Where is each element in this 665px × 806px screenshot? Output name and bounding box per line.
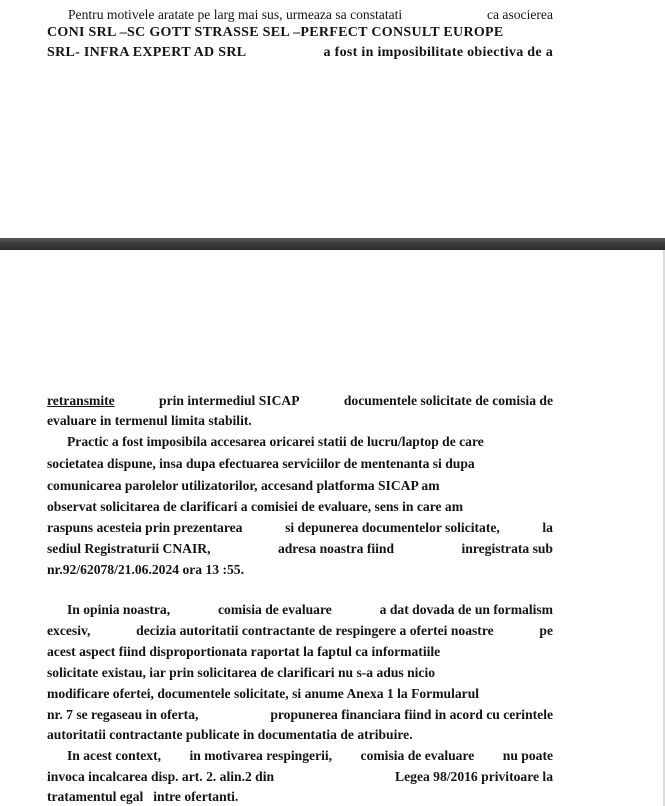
text-segment: decizia autoritatii contractante de respingere a ofertei noastre — [136, 623, 494, 638]
text-line — [47, 24, 553, 41]
text-segment: intre ofertanti. — [153, 789, 239, 804]
text-segment: tratamentul egal — [47, 789, 144, 804]
page-break-divider — [0, 238, 665, 250]
text-segment: a dat dovada de un formalism — [379, 602, 553, 617]
text-line — [47, 540, 553, 557]
text-line — [47, 412, 553, 429]
text-segment: propunerea financiara fiind in acord cu cerintele — [270, 707, 553, 722]
text-segment: raspuns acesteia prin prezentarea — [47, 520, 243, 535]
text-line — [47, 726, 553, 743]
text-segment: sediul Registraturii CNAIR, — [47, 541, 211, 556]
text-segment: adresa noastra fiind — [277, 541, 395, 556]
text-segment: invoca incalcarea disp. art. 2. alin.2 din — [47, 769, 275, 784]
text-line — [47, 706, 553, 723]
text-segment: pe — [539, 623, 553, 638]
text-segment: a fost in imposibilitate obiectiva de a — [323, 45, 553, 60]
text-line — [47, 44, 553, 61]
text-line — [67, 433, 553, 450]
text-segment: comunicarea parolelor utilizatorilor, accesand platforma SICAP am — [47, 478, 440, 493]
text-segment: modificare ofertei, documentele solicitate, si anume Anexa 1 la Formularul — [47, 686, 480, 701]
text-line — [47, 788, 553, 805]
text-segment: documentele solicitate de comisia de — [343, 393, 553, 408]
text-segment: nr.92/62078/21.06.2024 ora 13 :55. — [47, 562, 244, 577]
text-line — [47, 561, 553, 578]
text-segment: SRL- INFRA EXPERT AD SRL — [47, 45, 247, 60]
text-segment: la — [542, 520, 553, 535]
text-segment: solicitate existau, iar prin solicitarea de clarificari nu s-a adus nicio — [47, 665, 436, 680]
text-segment: in motivarea respingerii, — [189, 748, 333, 763]
text-segment: autoritatii contractante publicate in documentatia de atribuire. — [47, 727, 413, 742]
text-segment: Pentru motivele aratate pe larg mai sus, urmeaza sa constatati — [68, 7, 403, 22]
text-segment: prin intermediul SICAP — [159, 393, 300, 408]
text-segment: excesiv, — [47, 623, 91, 638]
text-segment: CONI SRL –SC GOTT STRASSE SEL –PERFECT CONSULT EUROPE — [47, 25, 504, 40]
text-line — [47, 768, 553, 785]
text-line — [68, 6, 553, 23]
text-segment: In opinia noastra, — [67, 602, 171, 617]
text-segment: inregistrata sub — [461, 541, 553, 556]
text-segment: comisia de evaluare — [360, 748, 475, 763]
text-segment: ca asocierea — [486, 7, 553, 22]
text-line — [47, 519, 553, 536]
text-segment: acest aspect fiind disproportionata raportat la faptul ca informatiile — [47, 644, 441, 659]
text-segment: observat solicitarea de clarificari a comisiei de evaluare, sens in care am — [47, 499, 464, 514]
text-line — [47, 392, 553, 409]
text-segment: retransmite — [47, 393, 115, 408]
text-line — [47, 685, 553, 702]
text-line — [47, 643, 553, 660]
text-line — [47, 498, 553, 515]
text-line — [47, 455, 553, 472]
text-line — [67, 601, 553, 618]
text-segment: Practic a fost imposibila accesarea oricarei statii de lucru/laptop de care — [67, 434, 484, 449]
text-line — [47, 664, 553, 681]
text-line — [67, 747, 553, 764]
text-segment: comisia de evaluare — [218, 602, 332, 617]
text-segment: nr. 7 se regaseau in oferta, — [47, 707, 199, 722]
text-line — [47, 622, 553, 639]
text-segment: In acest context, — [67, 748, 162, 763]
text-segment: societatea dispune, insa dupa efectuarea serviciilor de mentenanta si dupa — [47, 456, 475, 471]
text-segment: si depunerea documentelor solicitate, — [285, 520, 500, 535]
text-line — [47, 477, 553, 494]
text-segment: Legea 98/2016 privitoare la — [395, 769, 553, 784]
text-segment: nu poate — [502, 748, 553, 763]
text-segment: evaluare in termenul limita stabilit. — [47, 413, 252, 428]
